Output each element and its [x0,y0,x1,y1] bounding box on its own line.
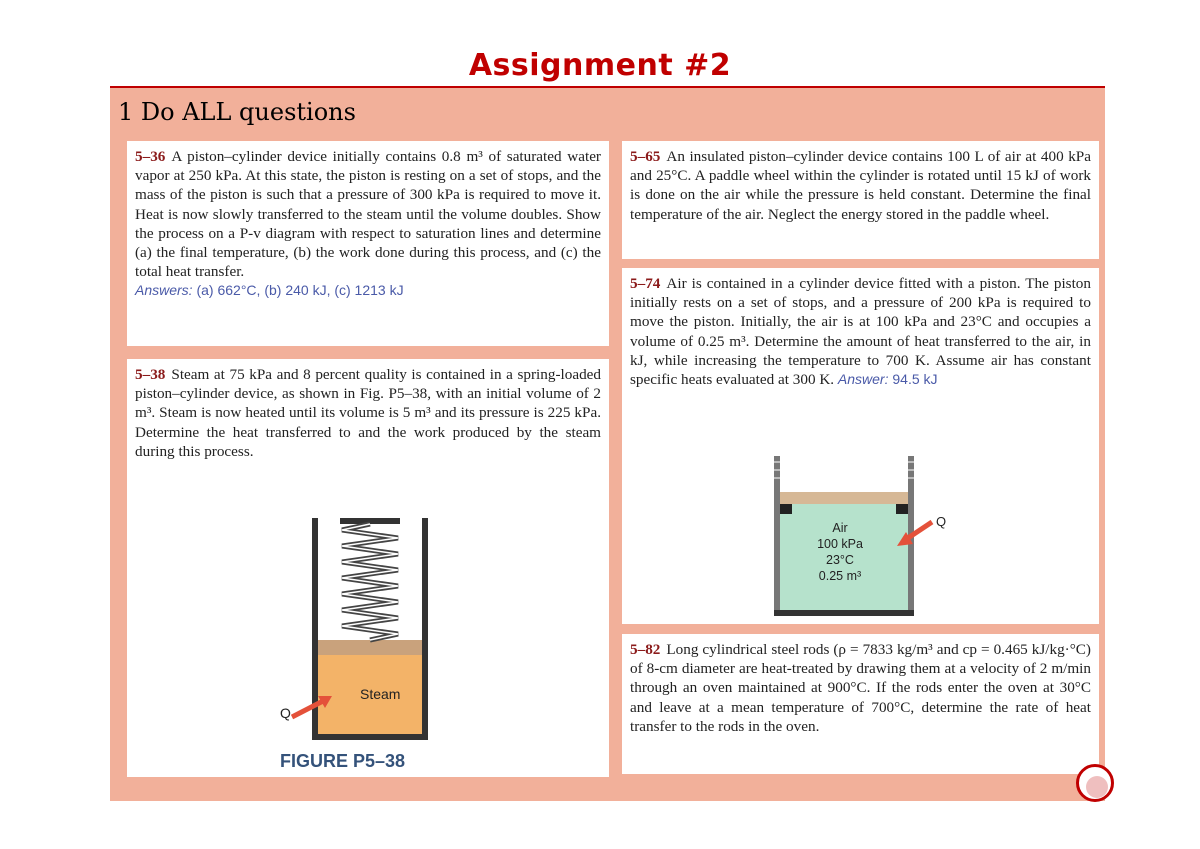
assignment-title: Assignment #2 [468,48,732,83]
problem-number: 5–38 [135,366,166,383]
problem-number: 5–74 [630,275,661,292]
problem-5-65 [622,141,1099,259]
problem-text: Air is contained in a cylinder device fitted with a piston. The piston initially rests on a set of stops, and a pressure of 200 kPa is required to move the piston. Initially, the air is at 100 kPa and 23°C and occupies a volume of 0.25 m³. Determine the amount of heat transferred to the air, in kJ, while increasing the temperature to 700 K. Assume air has constant specific heats evaluated at 300 K. [630,275,1091,389]
problem-number: 5–65 [630,148,661,165]
figure-p5-38 [270,512,470,744]
problem-text: Steam at 75 kPa and 8 percent quality is contained in a spring-loaded piston–cylinder device, as shown in Fig. P5–38, with an initial volume of 2 m³. Steam is now heated until its volume is 5 m³ and its pressure is 225 kPa. Determine the heat transferred to and the work produced by the steam during this process. [135,366,601,460]
steam-label: Steam [360,686,401,702]
questions-heading: 1 Do ALL questions [118,98,356,126]
answer-label: Answers: [135,282,193,299]
answer-label: Answer: [837,371,889,388]
air-temperature: 23°C [826,553,854,567]
air-volume: 0.25 m³ [818,569,862,583]
air-label [810,520,870,584]
problem-text: An insulated piston–cylinder device contains 100 L of air at 400 kPa and 25°C. A paddle wheel within the cylinder is rotated until 15 kJ of work is done on the air while the pressure is held constant. Determine the final temperature of the air. Neglect the energy stored in the paddle wheel. [630,148,1091,223]
problem-answer [135,282,404,298]
air-pressure: 100 kPa [817,537,863,551]
problem-number: 5–36 [135,148,166,165]
problem-5-82 [622,634,1099,774]
answer-value: (a) 662°C, (b) 240 kJ, (c) 1213 kJ [196,282,404,299]
q-label-air: Q [936,514,947,529]
answer-value: 94.5 kJ [892,371,938,388]
problem-text: Long cylindrical steel rods (ρ = 7833 kg/m³ and cp = 0.465 kJ/kg·°C) of 8-cm diameter are heat-treated by drawing them at a velocity of 2 m/min through an oven maintained at 900°C. If the rods enter the oven at 30°C and leave at a mean temperature of 700°C, determine the rate of heat transfer to the rods in the oven. [630,641,1091,735]
q-label-steam: Q [280,705,291,721]
page-number-badge-inner [1086,776,1108,798]
problem-answer [838,371,938,387]
problem-5-36 [127,141,609,346]
figure-caption: FIGURE P5–38 [280,751,406,771]
problem-text: A piston–cylinder device initially contains 0.8 m³ of saturated water vapor at 250 kPa. At this state, the piston is resting on a set of stops, and the mass of the piston is such that a pressure of 300 kPa is required to move it. Heat is now slowly transferred to the steam until the volume doubles. Show the process on a P-v diagram with respect to saturation lines and determine (a) the final temperature, (b) the work done during this process, and (c) the total heat transfer. [135,148,601,281]
problem-number: 5–82 [630,641,661,658]
air-name: Air [832,521,848,535]
